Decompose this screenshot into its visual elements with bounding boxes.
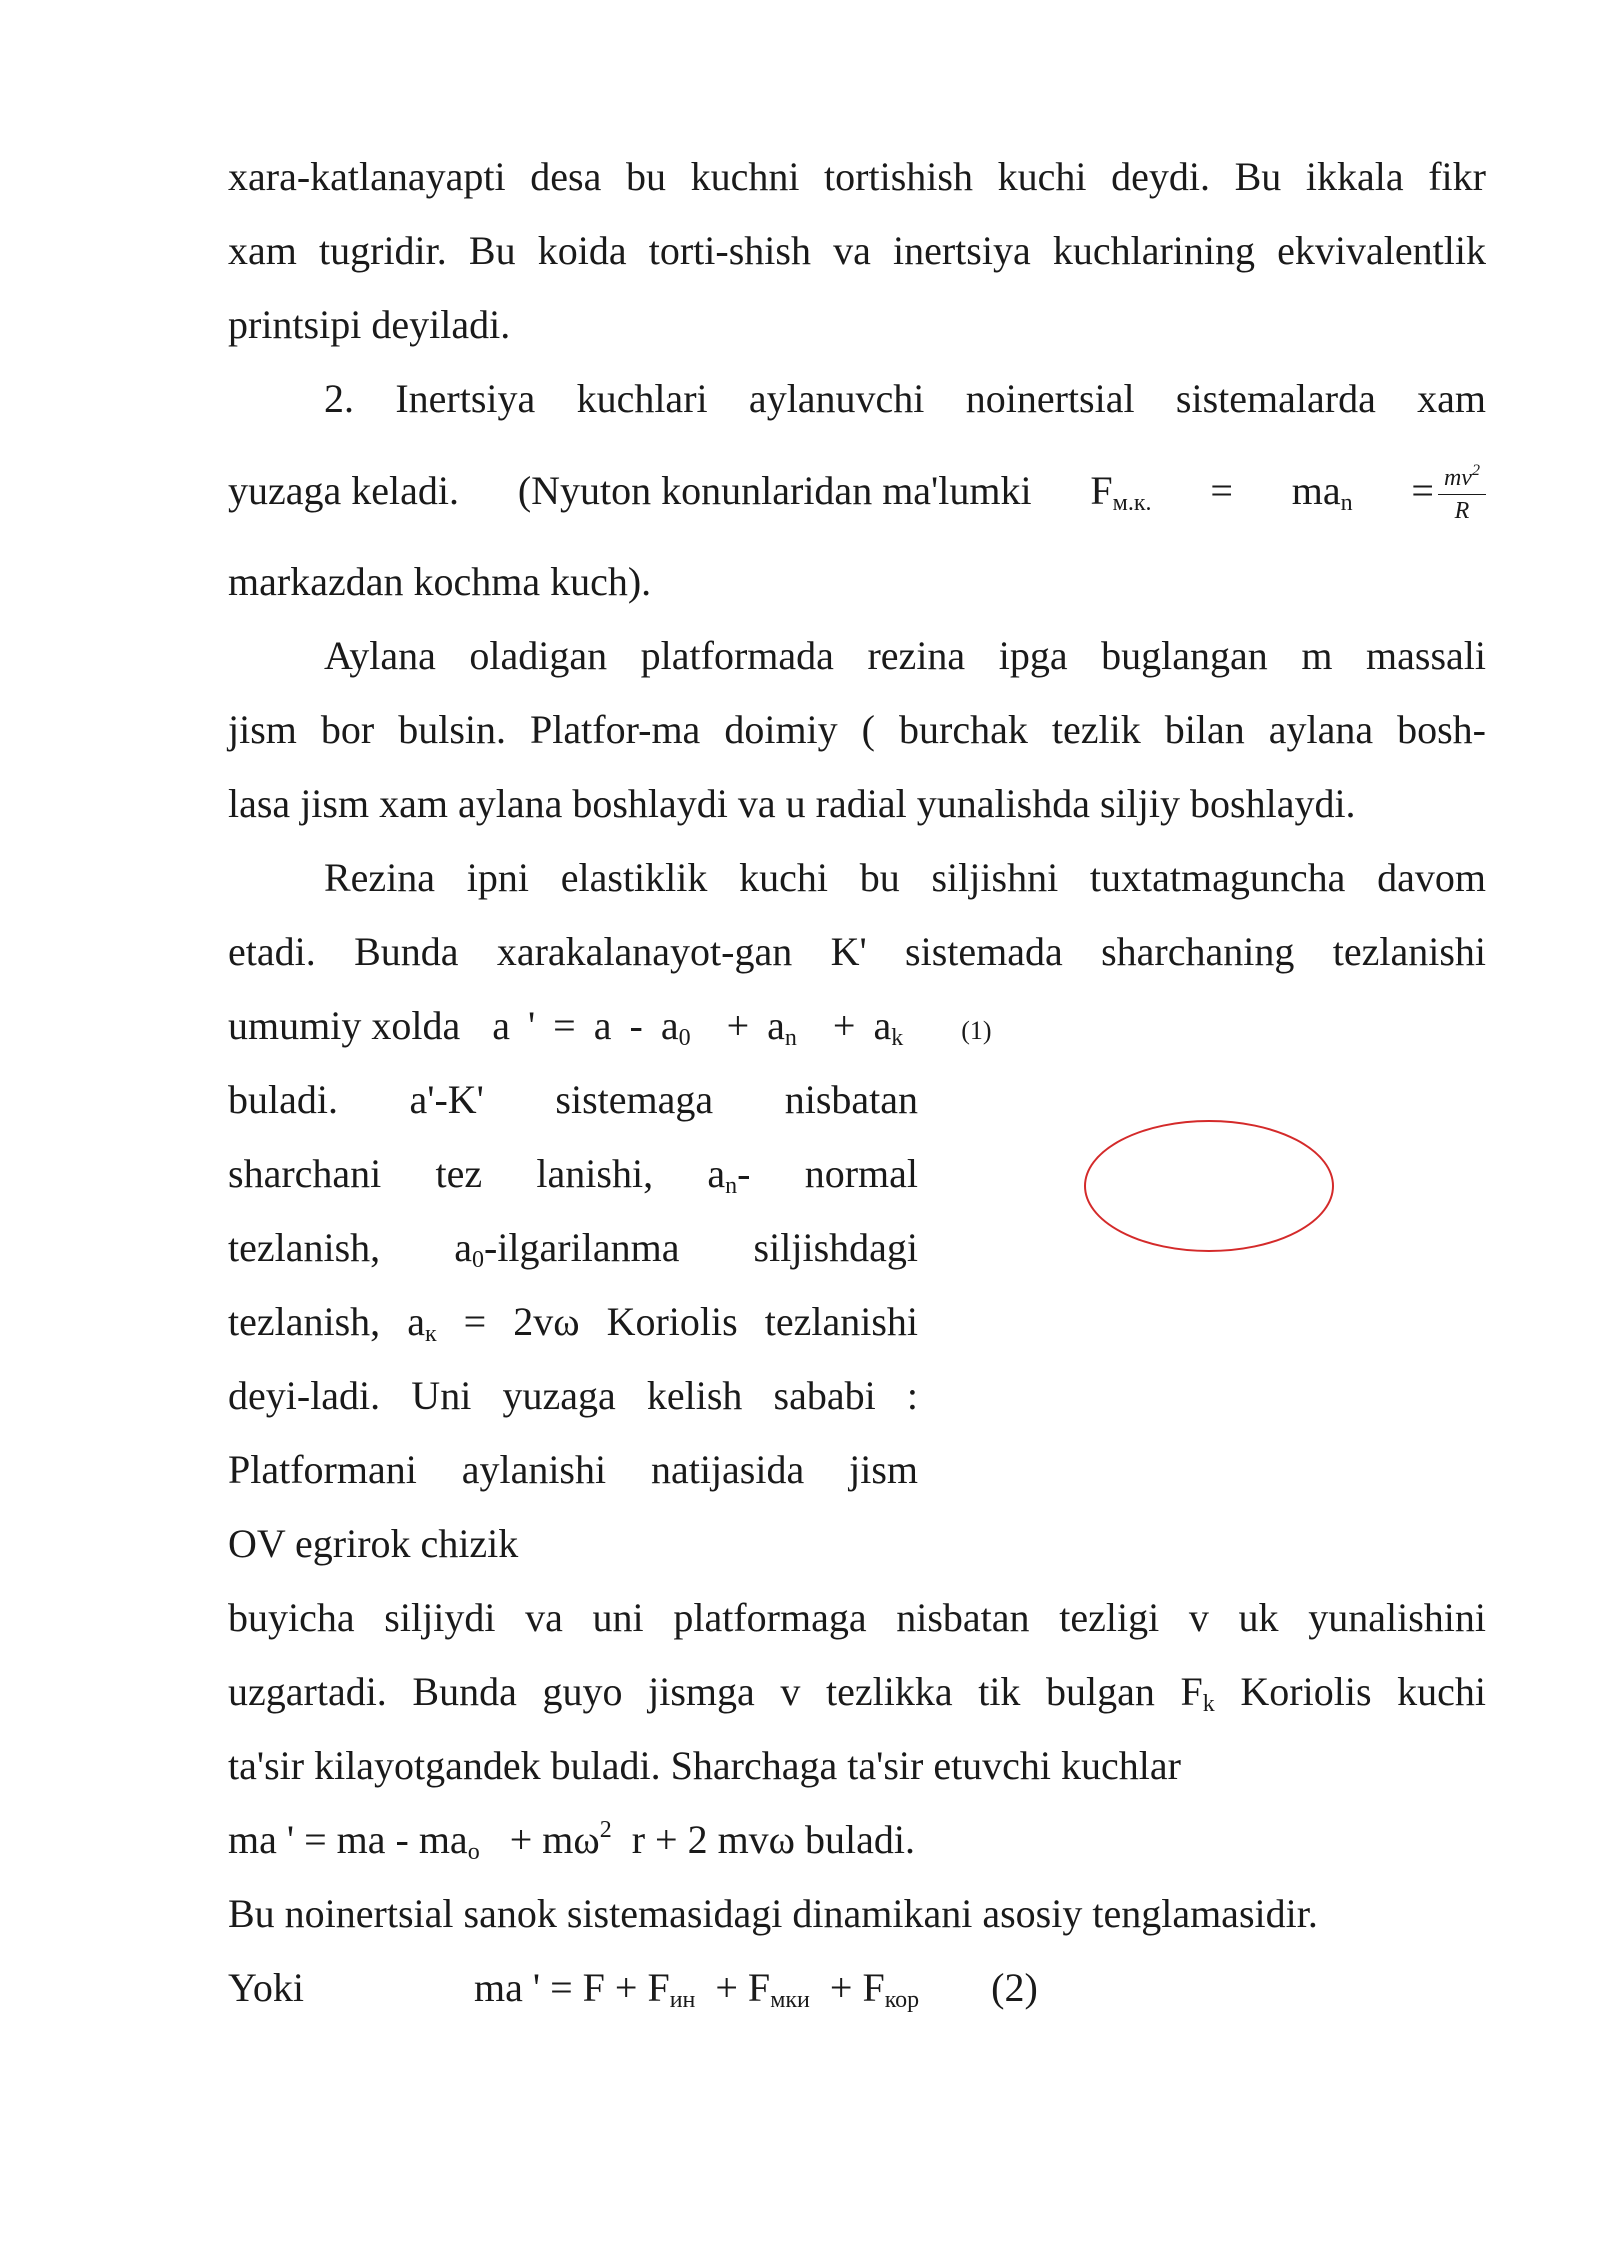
subscript: ин	[669, 1987, 696, 2013]
text-line: printsipi deyiladi.	[228, 302, 511, 347]
text-fragment: -ilgarilanma siljishdagi	[484, 1225, 918, 1270]
equation-line-1	[228, 989, 1486, 1063]
superscript: 2	[1471, 462, 1480, 480]
equation-part: + a	[832, 1003, 892, 1048]
subscript: мки	[770, 1987, 810, 2013]
paragraph-4	[228, 841, 1486, 1063]
equation-part: + mω	[509, 1817, 600, 1862]
paragraph-2	[228, 362, 1486, 436]
paragraph-3	[228, 619, 1486, 841]
text-fragment: yuzaga keladi.	[228, 468, 459, 513]
numerator	[1438, 464, 1486, 495]
text-line: Platformani aylanishi natijasida jism	[228, 1447, 918, 1492]
subscript: n	[725, 1173, 738, 1199]
text-fragment: umumiy xolda	[228, 1003, 461, 1048]
equation-number: (2)	[991, 1965, 1038, 2010]
subscript: k	[1202, 1691, 1215, 1717]
text-line	[228, 1655, 1486, 1729]
superscript: 2	[599, 1817, 612, 1843]
ellipse-figure	[1083, 1119, 1335, 1253]
equation-part: ma ' = ma - ma	[228, 1817, 468, 1862]
subscript: 0	[472, 1247, 484, 1273]
equation-part: r + 2 mvω buladi.	[631, 1817, 915, 1862]
equation-part: a ' = a - a	[492, 1003, 679, 1048]
text-fragment: - normal	[737, 1151, 918, 1196]
text-line: markazdan kochma kuch).	[228, 559, 652, 604]
paragraph-6	[228, 1581, 1486, 2025]
subscript: м.к.	[1112, 490, 1152, 516]
subscript: n	[784, 1025, 797, 1051]
paragraph-2-end	[228, 545, 1486, 619]
text-fragment: Yoki	[228, 1965, 304, 2010]
text-line: jism bor bulsin. Platfor-ma doimiy ( burchak tezlik bilan aylana bosh-	[228, 707, 1486, 752]
fraction-expression	[1411, 446, 1486, 536]
text-line: Aylana oladigan platformada rezina ipga buglangan m massali	[324, 633, 1486, 678]
text-line: ta'sir kilayotgandek buladi. Sharchaga ta'sir etuvchi kuchlar	[228, 1743, 1181, 1788]
equation-line-forces	[228, 1803, 1486, 1877]
paragraph-5	[228, 1063, 918, 1573]
text-line	[228, 1285, 918, 1359]
subscript: k	[891, 1025, 904, 1051]
mass-accel	[1292, 446, 1353, 536]
paragraph-1	[228, 140, 1486, 362]
subscript: o	[467, 1839, 480, 1865]
text-line: 2. Inertsiya kuchlari aylanuvchi noinertsial sistemalarda xam	[324, 376, 1486, 421]
equation-part: ma ' = F + F	[474, 1965, 670, 2010]
text-line: Rezina ipni elastiklik kuchi bu siljishni tuxtatmaguncha davom	[324, 855, 1486, 900]
equation-part: + F	[829, 1965, 885, 2010]
text-fragment: tezlanish, a	[228, 1299, 425, 1344]
text-fragment: Koriolis kuchi	[1240, 1669, 1487, 1714]
text-line: buladi. a'-K' sistemaga nisbatan	[228, 1077, 918, 1122]
subscript: n	[1340, 490, 1353, 516]
subscript: 0	[678, 1025, 691, 1051]
text-line: OV egrirok chizik	[228, 1521, 519, 1566]
equals-sign: =	[1210, 468, 1233, 513]
equals-sign: =	[1411, 468, 1434, 513]
fraction	[1438, 464, 1486, 525]
symbol-ma: ma	[1291, 468, 1341, 513]
text-fragment: (Nyuton konunlaridan ma'lumki	[517, 468, 1032, 513]
text-line	[228, 1137, 918, 1211]
text-fragment: uzgartadi. Bunda guyo jismga v tezlikka tik bulgan F	[228, 1669, 1203, 1714]
ellipse-outline	[1085, 1121, 1333, 1251]
symbol-F: F	[1090, 468, 1113, 513]
text-fragment: sharchani tez lanishi, a	[228, 1151, 726, 1196]
subscript: к	[424, 1321, 437, 1347]
equation	[492, 1003, 904, 1051]
text-line: lasa jism xam aylana boshlaydi va u radial yunalishda siljiy boshlaydi.	[228, 781, 1356, 826]
text-line: xam tugridir. Bu koida torti-shish va inertsiya kuchlarining ekvivalentlik	[228, 228, 1486, 273]
text-line: Bu noinertsial sanok sistemasidagi dinamikani asosiy tenglamasidir.	[228, 1891, 1318, 1936]
text-line: buyicha siljiydi va uni platformaga nisbatan tezligi v uk yunalishini	[228, 1595, 1486, 1640]
equation-line-2	[228, 1951, 1486, 2025]
denominator: R	[1454, 498, 1470, 525]
equation-number: (1)	[961, 1016, 992, 1045]
subscript: кор	[884, 1987, 920, 2013]
equation-part: + F	[715, 1965, 771, 2010]
text-line: xara-katlanayapti desa bu kuchni tortishish kuchi deydi. Bu ikkala fikr	[228, 154, 1486, 199]
formula-line-centripetal	[228, 446, 1486, 536]
text-fragment: = 2vω Koriolis tezlanishi	[463, 1299, 919, 1344]
text-line: etadi. Bunda xarakalanayot-gan K' sistemada sharchaning tezlanishi	[228, 929, 1486, 974]
text-line: deyi-ladi. Uni yuzaga kelish sababi :	[228, 1373, 918, 1418]
equation-part: + a	[726, 1003, 785, 1048]
force-symbol	[1090, 446, 1151, 536]
text-fragment: tezlanish, a	[228, 1225, 472, 1270]
text-line	[228, 1211, 918, 1285]
numerator-text: mv	[1443, 465, 1472, 492]
